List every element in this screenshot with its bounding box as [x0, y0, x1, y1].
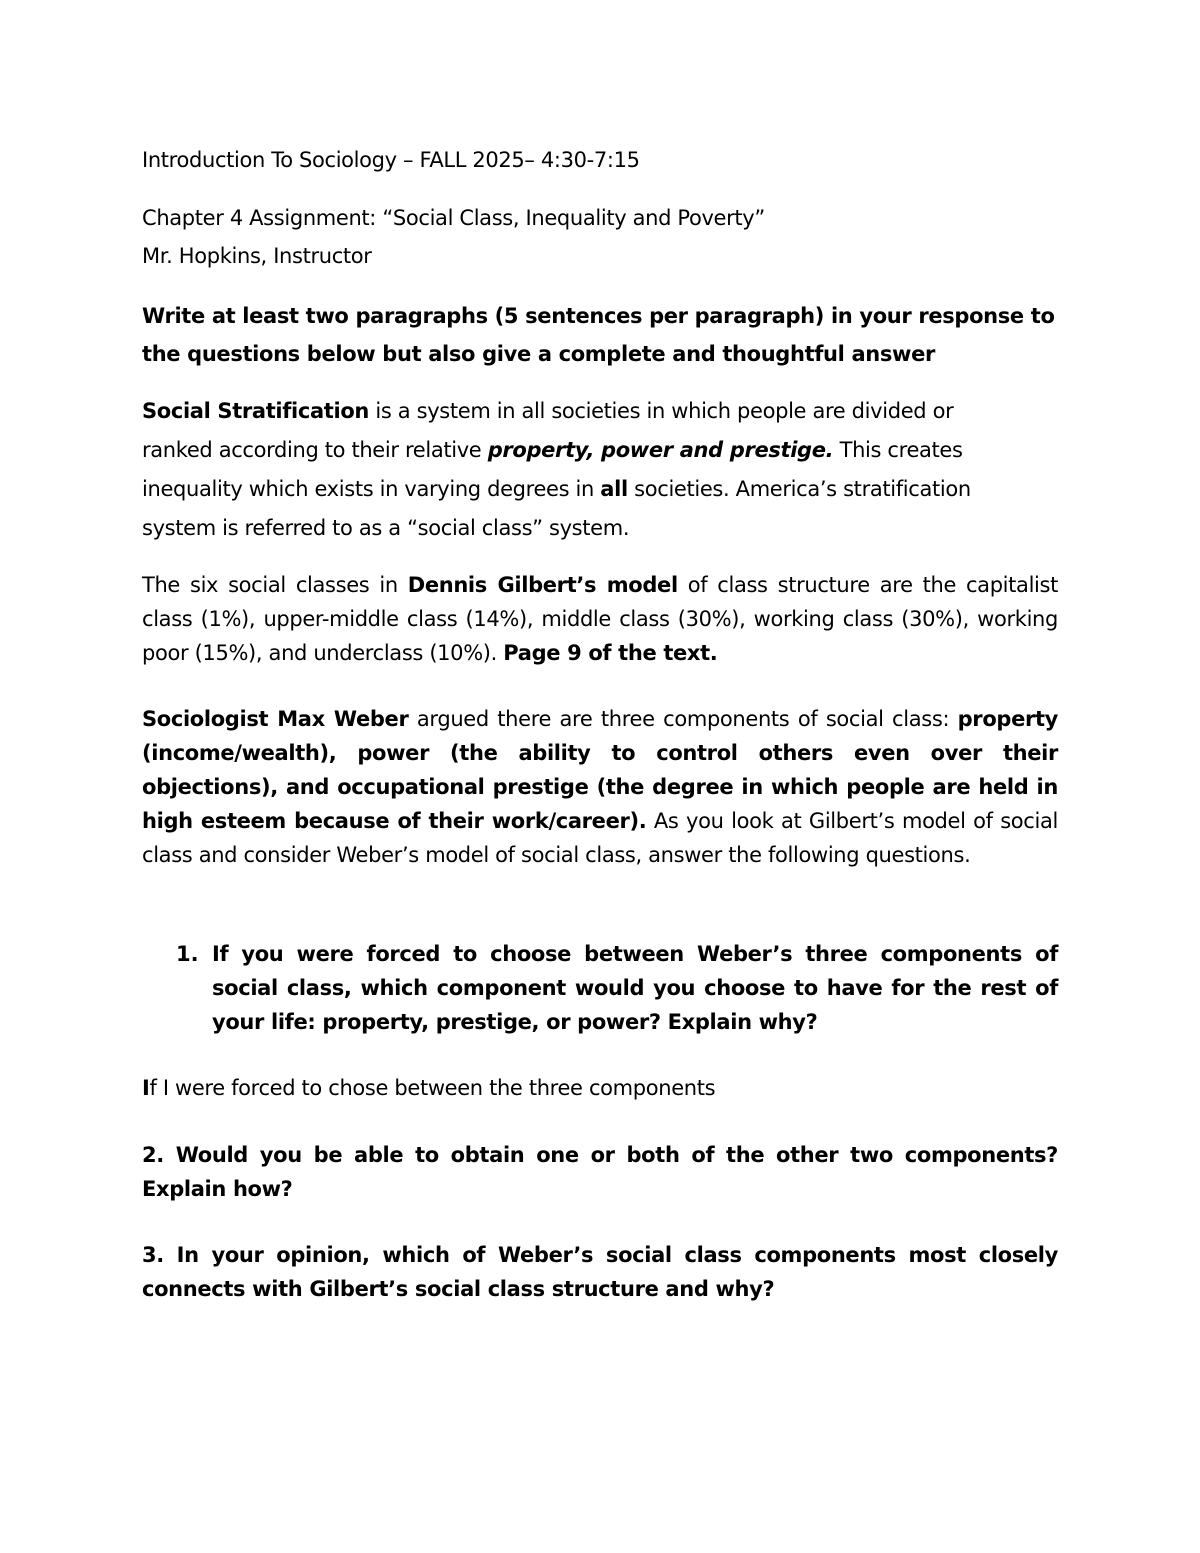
- answer-1: If I were forced to chose between the three components: [142, 1076, 716, 1100]
- stratification-line-3: inequality which exists in varying degrees in all societies. America’s stratification: [142, 477, 971, 501]
- page-reference: Page 9 of the text.: [503, 641, 718, 665]
- weber-components: property (income/wealth), power (the ability to control others even over their objections), and occupational prestige (the degree in which people are held in high esteem because of their work/career).: [142, 707, 1058, 833]
- instructions-line-2: the questions below but also give a complete and thoughtful answer: [142, 342, 935, 366]
- stratification-line-4: system is referred to as a “social class” system.: [142, 516, 630, 540]
- gilbert-paragraph: The six social classes in Dennis Gilbert’s model of class structure are the capitalist class (1%), upper-middle class (14%), middle class (30%), working class (30%), working poor (15%), and underclass (10%). Page 9 of the text.: [142, 573, 1059, 665]
- assignment-title: Chapter 4 Assignment: “Social Class, Inequality and Poverty”: [142, 206, 765, 230]
- question-2: 2. Would you be able to obtain one or both of the other two components? Explain how?: [142, 1143, 1058, 1201]
- question-1-number: 1.: [176, 942, 199, 966]
- instructor-line: Mr. Hopkins, Instructor: [142, 244, 372, 268]
- weber-name: Sociologist Max Weber: [142, 707, 409, 731]
- weber-paragraph: Sociologist Max Weber argued there are three components of social class: property (income/wealth), power (the ability to control others even over their objections), and occupational prestige (the degree in which people are held in high esteem because of their work/career). As you look at Gilbert’s model of social class and consider Weber’s model of social class, answer the following questions.: [142, 707, 1058, 867]
- stratification-line-1: Social Stratification is a system in all societies in which people are divided or: [142, 399, 954, 423]
- stratification-line-2: ranked according to their relative property, power and prestige. This creates: [142, 438, 963, 462]
- question-3: 3. In your opinion, which of Weber’s social class components most closely connects with Gilbert’s social class structure and why?: [142, 1243, 1058, 1301]
- question-1: If you were forced to choose between Weber’s three components of social class, which component would you choose to have for the rest of your life: property, prestige, or power? Explain why?: [212, 942, 1058, 1034]
- course-title: Introduction To Sociology – FALL 2025– 4:30-7:15: [142, 148, 640, 172]
- instructions-line-1: Write at least two paragraphs (5 sentences per paragraph) in your response to: [142, 304, 1055, 328]
- stratification-term: Social Stratification: [142, 399, 370, 423]
- stratification-emphasis: property, power and prestige.: [487, 438, 834, 462]
- gilbert-model: Dennis Gilbert’s model: [407, 573, 678, 597]
